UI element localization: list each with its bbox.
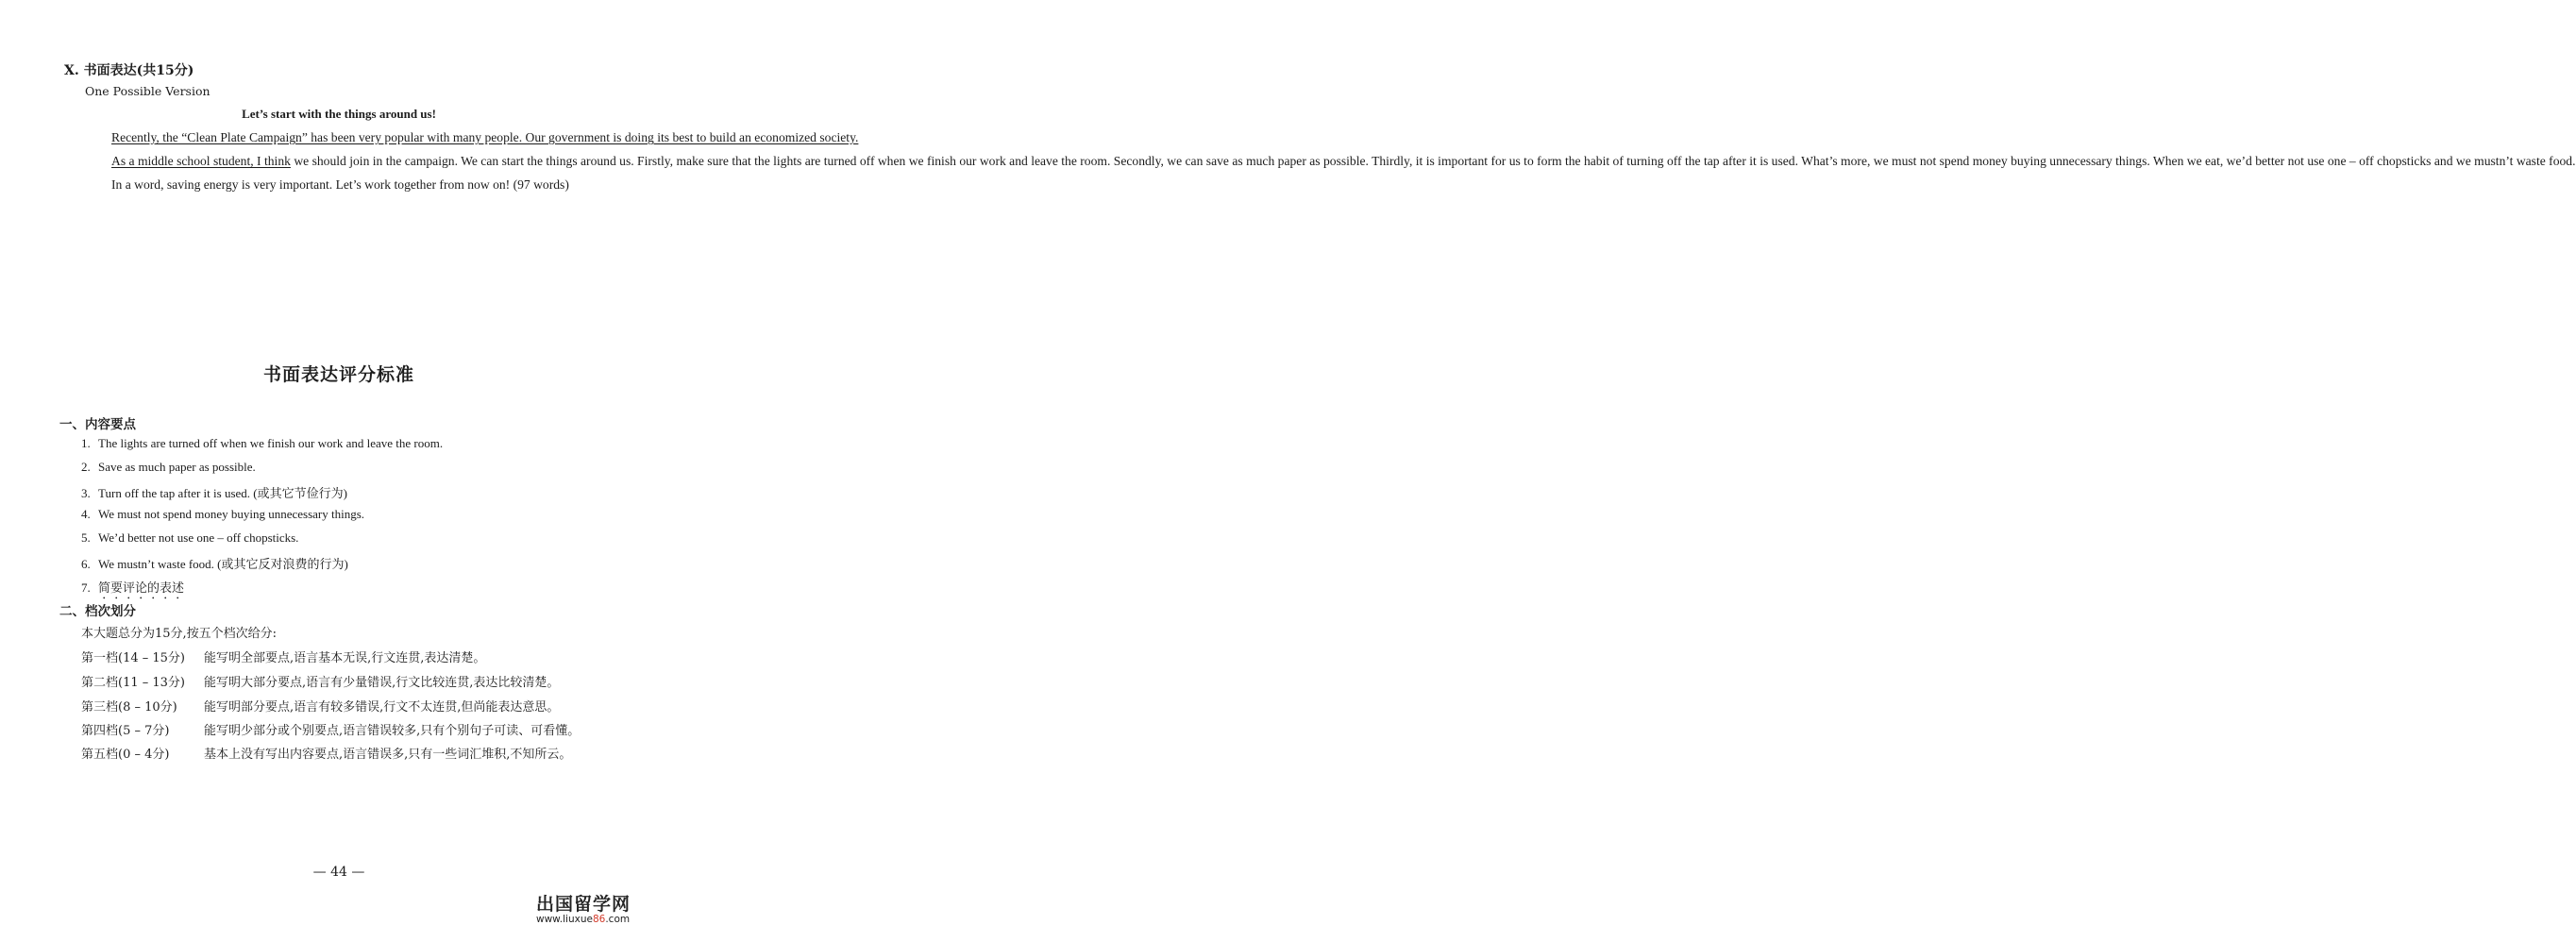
list-item xyxy=(81,483,347,501)
part2-heading: 二、档次划分 xyxy=(59,604,136,619)
item-number: 2. xyxy=(81,460,91,474)
url-highlight: 86 xyxy=(592,914,606,925)
paragraph-text: we should join in the campaign. We can start the things around us. Firstly, make sure that the lights are turned off when we finish our work and leave the room. Secondly, we can save as much paper as possible. Thirdly, it is important for us to form the habit of turning off the tap after it is used. What’s more, we must not spend money buying unnecessary things. When we eat, we’d better not use one – off chopsticks and we mustn’t waste food. xyxy=(290,153,2576,168)
essay-paragraph-3: In a word, saving energy is very important. Let’s work together from now on! (97 words) xyxy=(111,177,569,192)
grade-description: 基本上没有写出内容要点,语言错误多,只有一些词汇堆积,不知所云。 xyxy=(204,748,572,762)
item-number: 7. xyxy=(81,580,91,595)
essay-title: Let’s start with the things around us! xyxy=(242,107,436,121)
item-text: We must not spend money buying unnecessary things. xyxy=(98,507,365,521)
url-prefix: www.liuxue xyxy=(536,914,593,925)
item-number: 4. xyxy=(81,507,91,521)
version-label: One Possible Version xyxy=(85,84,210,98)
item-text: We mustn’t waste food. (或其它反对浪费的行为) xyxy=(98,557,348,571)
grade-label: 第三档(8 – 10分) xyxy=(81,700,177,715)
essay-body xyxy=(84,126,2576,196)
grade-label: 第五档(0 – 4分) xyxy=(81,748,170,762)
item-text: Turn off the tap after it is used. (或其它节俭行为) xyxy=(98,486,347,500)
grade-description: 能写明部分要点,语言有较多错误,行文不太连贯,但尚能表达意思。 xyxy=(204,700,560,715)
grade-label: 第四档(5 – 7分) xyxy=(81,724,170,738)
item-number: 1. xyxy=(81,436,91,450)
site-watermark xyxy=(536,890,631,925)
item-number: 3. xyxy=(81,486,91,500)
grade-description: 能写明少部分或个别要点,语言错误较多,只有个别句子可读、可看懂。 xyxy=(204,724,581,738)
list-item xyxy=(81,554,348,572)
essay-paragraph-1 xyxy=(84,126,859,150)
grade-description: 能写明全部要点,语言基本无误,行文连贯,表达清楚。 xyxy=(204,651,486,665)
watermark-url xyxy=(536,914,631,925)
item-text: Save as much paper as possible. xyxy=(98,460,256,474)
section-heading: X. 书面表达(共15分) xyxy=(64,63,194,78)
essay-paragraph-2 xyxy=(84,150,2576,174)
item-number: 5. xyxy=(81,530,91,545)
underlined-text: Recently, the “Clean Plate Campaign” has been very popular with many people. Our government is doing its best to build an economized society. xyxy=(111,130,859,144)
url-suffix: .com xyxy=(605,914,631,925)
underlined-text: As a middle school student, I think xyxy=(111,153,291,168)
rubric-title: 书面表达评分标准 xyxy=(262,364,414,385)
part1-heading: 一、内容要点 xyxy=(59,417,136,432)
grade-intro: 本大题总分为15分,按五个档次给分: xyxy=(81,627,278,641)
item-text: We’d better not use one – off chopsticks. xyxy=(98,530,299,545)
list-item xyxy=(81,460,256,475)
list-item xyxy=(81,530,298,546)
watermark-site-name: 出国留学网 xyxy=(536,894,631,915)
item-number: 6. xyxy=(81,557,91,571)
list-item xyxy=(81,507,364,522)
page-number: — 44 — xyxy=(312,865,365,880)
list-item xyxy=(81,578,184,602)
item-text: The lights are turned off when we finish our work and leave the room. xyxy=(98,436,444,450)
grade-description: 能写明大部分要点,语言有少量错误,行文比较连贯,表达比较清楚。 xyxy=(204,676,560,690)
list-item xyxy=(81,436,443,451)
grade-label: 第二档(11 – 13分) xyxy=(81,676,185,690)
item-text: 简要评论的表述 xyxy=(98,580,185,595)
grade-label: 第一档(14 – 15分) xyxy=(81,651,185,665)
